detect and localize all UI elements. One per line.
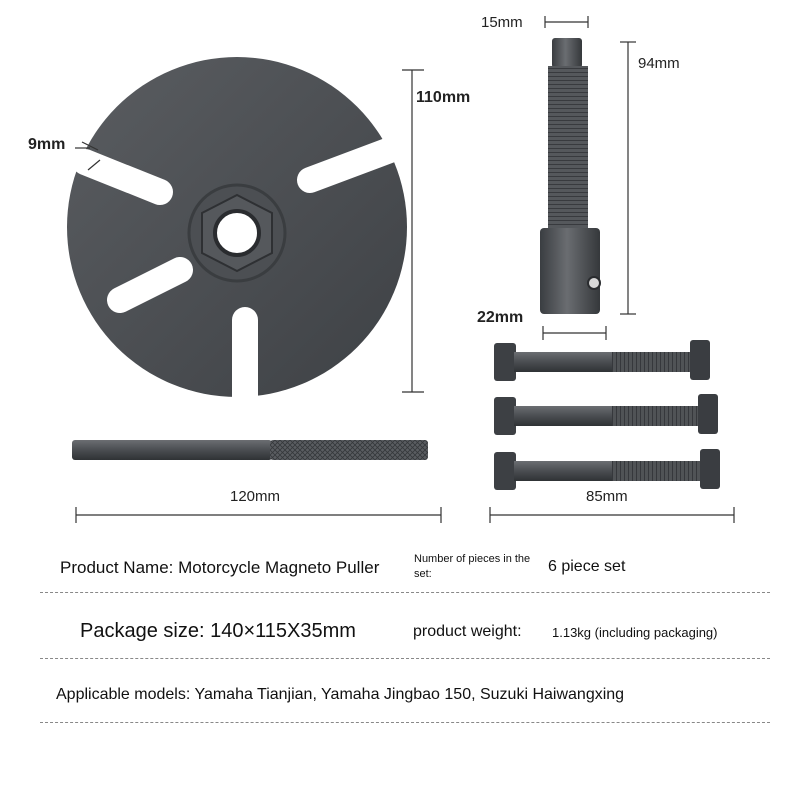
puller-plate (67, 57, 407, 400)
dim-rod-length: 120mm (230, 488, 281, 505)
dim-shaft-top: 15mm (481, 14, 523, 31)
dim-bolt-length: 85mm (586, 488, 628, 505)
dim-shaft-length: 94mm (638, 55, 680, 72)
package-size: Package size: 140×115X35mm (80, 620, 356, 642)
divider (40, 658, 770, 659)
forcing-screw (540, 38, 600, 314)
pieces-value: 6 piece set (548, 558, 626, 575)
divider (40, 592, 770, 593)
dim-plate-slot: 9mm (28, 136, 66, 153)
rod (72, 440, 428, 460)
dim-plate-diameter: 110mm (416, 89, 471, 106)
bolts (494, 340, 720, 490)
pieces-label: Number of pieces in the set: (414, 553, 531, 580)
divider (40, 722, 770, 723)
weight-label: product weight: (413, 623, 522, 640)
product-name: Product Name: Motorcycle Magneto Puller (60, 558, 380, 577)
applicable-models: Applicable models: Yamaha Tianjian, Yamaha Jingbao 150, Suzuki Haiwangxing (56, 686, 625, 703)
weight-value: 1.13kg (including packaging) (552, 625, 718, 640)
dim-shaft-base: 22mm (477, 309, 524, 326)
